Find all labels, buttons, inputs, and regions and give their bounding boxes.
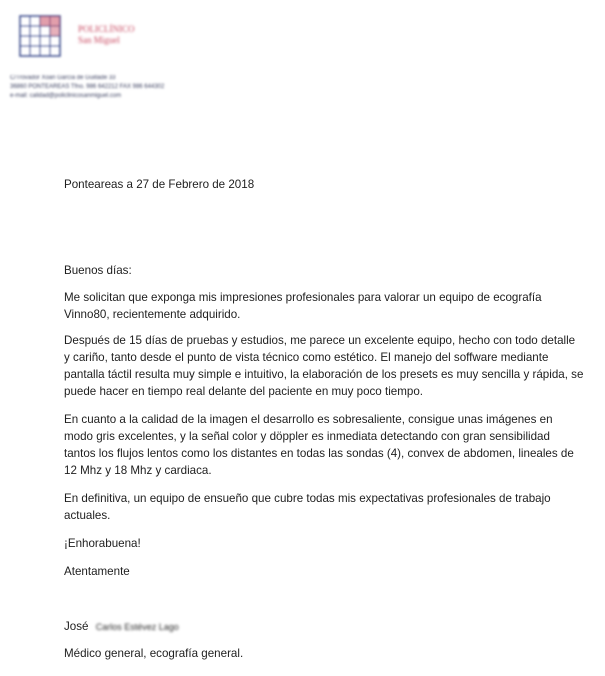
closing-line: Atentamente (64, 565, 130, 578)
signer-role: Médico general, ecografía general. (64, 647, 244, 660)
signer-first-name: José (64, 620, 89, 633)
org-address (10, 74, 310, 101)
letter-greeting: Buenos días: (64, 264, 132, 277)
org-name-line: POLICLÍNICO (78, 24, 135, 34)
body-paragraph: En definitiva, un equipo de ensueño que cubre todas mis expectativas profesionales de trabajo actuales. (64, 492, 551, 522)
org-name-line: San Miguel (78, 35, 120, 45)
signer-surname: Carlos Estévez Lago (95, 622, 179, 632)
body-paragraph: Después de 15 días de pruebas y estudios, me parece un excelente equipo, hecho con todo detalle y cariño, tanto desde el punto de vista técnico como estético. El manejo del soffware mediante pantalla táctil resulta muy simple e intuitivo, la elaboración de los presets es muy sencilla y rápida, se puede hacer en tiempo real delante del paciente en muy poco tiempo. (64, 334, 584, 398)
letter-date: Ponteareas a 27 de Febrero de 2018 (64, 178, 255, 191)
org-name (78, 24, 198, 46)
signer-name (64, 618, 179, 636)
clinic-logo-icon (18, 14, 62, 58)
address-line: C/Trovador Xoan García de Guillade 33 (10, 75, 116, 81)
congratulations-line: ¡Enhorabuena! (64, 537, 141, 550)
body-paragraph: En cuanto a la calidad de la imagen el desarrollo es sobresaliente, consigue unas imágenes en modo gris excelentes, y la señal color y döppler es inmediata detectando con gran sensibilidad tantos los flujos lentos como los distantes en todas las sondas (4), convex de abdomen, lineales de 12 Mhz y 18 Mhz y cardiaca. (64, 413, 574, 477)
body-paragraph: Me solicitan que exponga mis impresiones profesionales para valorar un equipo de ecografía Vinno80, recientemente adquirido. (64, 291, 542, 321)
email-line: e-mail: calidad@policlinicosanmiguel.com (10, 93, 122, 99)
address-line: 36860 PONTEAREAS Tfno. 986 642212 FAX 986 644302 (10, 84, 165, 90)
